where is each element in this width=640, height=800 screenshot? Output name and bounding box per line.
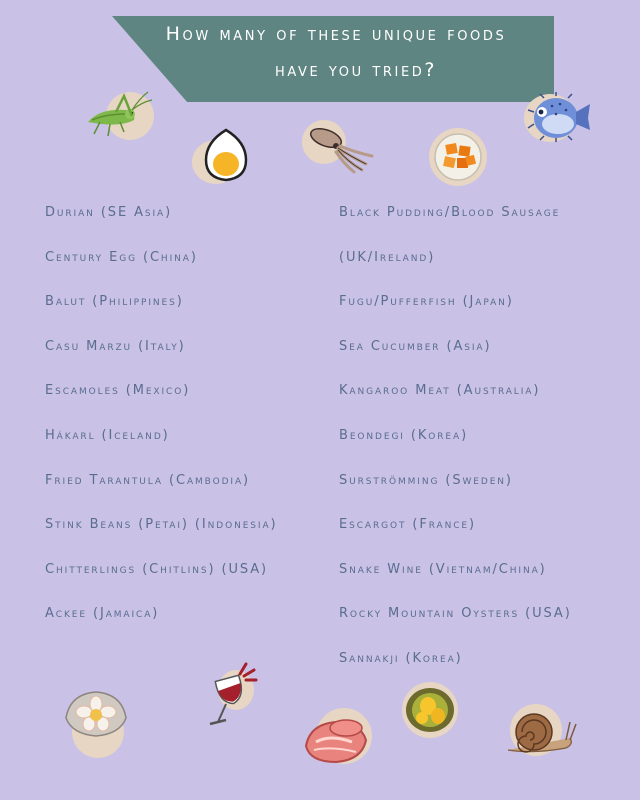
- cuttlefish-icon: [300, 116, 376, 176]
- title-line-2: have you tried?: [274, 59, 438, 81]
- list-item: Ackee (Jamaica): [45, 606, 160, 622]
- wine-glass-icon: [200, 660, 262, 732]
- list-item: Century Egg (China): [45, 249, 198, 265]
- food-list-right: [339, 200, 572, 691]
- list-item: Sannakji (Korea): [339, 650, 463, 666]
- oyster-icon: [60, 684, 136, 760]
- grasshopper-icon: [80, 84, 156, 144]
- list-item: Beondegi (Korea): [339, 427, 469, 443]
- durian-icon: [400, 680, 464, 740]
- list-item: Escamoles (Mexico): [45, 383, 191, 399]
- snail-icon: [504, 700, 580, 760]
- egg-icon: [190, 120, 260, 186]
- list-item: Rocky Mountain Oysters (USA): [339, 606, 572, 622]
- title-line-1: How many of these unique foods: [165, 23, 507, 45]
- tofu-bowl-icon: [426, 126, 490, 188]
- list-item: Durian (SE Asia): [45, 205, 173, 220]
- list-item: Black Pudding/Blood Sausage: [339, 205, 561, 220]
- food-list-left: [45, 200, 278, 646]
- list-item: Snake Wine (Vietnam/China): [339, 561, 547, 577]
- meat-icon: [300, 706, 380, 768]
- list-item: Fried Tarantula (Cambodia): [45, 472, 250, 488]
- list-item: Stink Beans (Petai) (Indonesia): [45, 517, 278, 533]
- list-item: Chitterlings (Chitlins) (USA): [45, 561, 269, 577]
- list-item: Fugu/Pufferfish (Japan): [339, 294, 514, 310]
- list-item: (UK/Ireland): [339, 249, 436, 265]
- list-item: Surströmming (Sweden): [339, 472, 513, 488]
- page-title: [112, 16, 554, 88]
- list-item: Balut (Philippines): [45, 294, 184, 310]
- list-item: Sea Cucumber (Asia): [339, 338, 492, 354]
- pufferfish-icon: [520, 92, 596, 144]
- list-item: Casu Marzu (Italy): [45, 338, 186, 354]
- list-item: Kangaroo Meat (Australia): [339, 383, 541, 399]
- list-item: Hákarl (Iceland): [45, 427, 170, 443]
- list-item: Escargot (France): [339, 517, 476, 533]
